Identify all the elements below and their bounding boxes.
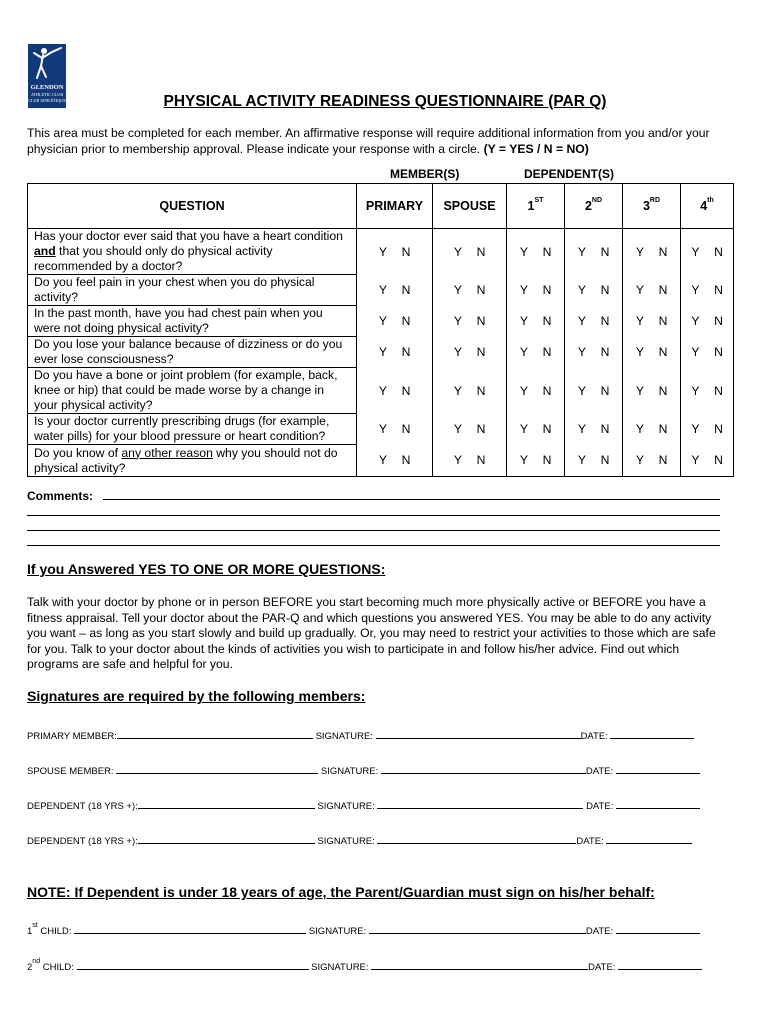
- yes-no-choice[interactable]: [357, 306, 433, 337]
- no-option[interactable]: N: [658, 345, 668, 359]
- table-row: [28, 229, 734, 275]
- child-2-name-field[interactable]: [77, 960, 309, 970]
- no-option[interactable]: N: [476, 383, 486, 398]
- spouse-signature-row: [27, 764, 727, 777]
- yes-option[interactable]: Y: [519, 453, 529, 468]
- comments-line-1[interactable]: [103, 499, 720, 500]
- comments-line-2[interactable]: [27, 515, 720, 516]
- no-option[interactable]: N: [658, 314, 668, 328]
- dependent-label: DEPENDENT (18 YRS +):: [27, 836, 138, 847]
- yes-no-choice[interactable]: [565, 414, 623, 445]
- no-option[interactable]: N: [600, 383, 610, 398]
- spouse-member-label: SPOUSE MEMBER:: [27, 766, 114, 777]
- yes-option[interactable]: Y: [635, 422, 645, 436]
- no-option[interactable]: N: [542, 244, 552, 259]
- dependents-group-label: DEPENDENT(S): [524, 167, 615, 181]
- question-2: Do you feel pain in your chest when you do physical activity?: [28, 275, 357, 306]
- question-1-text-b: that you should only do physical activity recommended by a doctor?: [34, 244, 273, 273]
- no-option[interactable]: N: [600, 422, 610, 436]
- yes-option[interactable]: Y: [453, 383, 463, 398]
- yes-option[interactable]: Y: [691, 422, 700, 436]
- no-option[interactable]: N: [476, 422, 486, 436]
- child-2-suffix: nd: [32, 958, 41, 965]
- yes-option[interactable]: Y: [691, 345, 700, 359]
- no-option[interactable]: N: [658, 383, 668, 398]
- no-option[interactable]: N: [401, 383, 411, 398]
- no-option[interactable]: N: [658, 453, 668, 468]
- question-7-emphasis: any other reason: [121, 445, 213, 460]
- no-option[interactable]: N: [401, 422, 411, 436]
- dependent-2-signature-row: [27, 834, 727, 847]
- comments-line-3[interactable]: [27, 530, 720, 531]
- spouse-member-name-field[interactable]: [116, 764, 318, 774]
- yes-no-choice[interactable]: [681, 445, 734, 477]
- no-option[interactable]: N: [714, 345, 723, 359]
- question-6: Is your doctor currently prescribing drugs (for example, water pills) for your blood pressure or heart condition?: [28, 414, 357, 445]
- yes-option[interactable]: Y: [691, 283, 700, 297]
- dependent-2-date-field[interactable]: [606, 834, 692, 844]
- no-option[interactable]: N: [600, 345, 610, 359]
- yes-paragraph: Talk with your doctor by phone or in person BEFORE you start becoming much more physically active or BEFORE you have a fitness appraisal. Tell your doctor about the PAR-Q and which questions you answered YES. You may be able to do any activity you want – as long as you start slowly and build up gradually. Or, you may need to restrict your activities to those which are safe for you. Talk to your doctor about the kinds of activities you wish to participate in and follow his/her advice. Find out which programs are safe and helpful for you.: [27, 595, 716, 671]
- no-option[interactable]: N: [658, 422, 668, 436]
- no-option[interactable]: N: [600, 453, 610, 468]
- no-option[interactable]: N: [714, 314, 723, 328]
- no-option[interactable]: N: [401, 283, 411, 297]
- yes-no-choice[interactable]: [357, 275, 433, 306]
- signature-label: SIGNATURE:: [317, 801, 375, 812]
- question-7-text-b: why you should not do physical activity?: [34, 445, 338, 475]
- yes-option[interactable]: Y: [453, 314, 463, 328]
- signature-label: SIGNATURE:: [317, 836, 375, 847]
- yes-no-choice[interactable]: [433, 229, 507, 275]
- yes-no-choice[interactable]: [433, 414, 507, 445]
- question-4: Do you lose your balance because of dizziness or do you ever lose consciousness?: [28, 337, 357, 368]
- comments-label: Comments:: [27, 489, 94, 503]
- no-option[interactable]: N: [714, 283, 723, 297]
- parq-table: [27, 183, 734, 477]
- child-2-signature-field[interactable]: [371, 960, 588, 970]
- dependent-2-number: 2: [584, 199, 592, 213]
- child-1-name-field[interactable]: [74, 924, 306, 934]
- table-header-row: [28, 184, 734, 229]
- no-option[interactable]: N: [476, 244, 486, 259]
- yes-option[interactable]: Y: [577, 345, 587, 359]
- child-1-label: [27, 922, 72, 937]
- dependent-1-number: 1: [527, 199, 535, 213]
- dependent-3-number: 3: [642, 199, 650, 213]
- no-option[interactable]: N: [542, 383, 552, 398]
- yes-no-choice[interactable]: [565, 337, 623, 368]
- no-option[interactable]: N: [542, 283, 552, 297]
- dependent-2-name-field[interactable]: [138, 834, 315, 844]
- logo-line-3: CLUB ATHLÉTIQUE: [28, 98, 66, 103]
- yes-option[interactable]: Y: [378, 383, 388, 398]
- question-3: In the past month, have you had chest pain when you were not doing physical activity?: [28, 306, 357, 337]
- child-2-signature-row: [27, 960, 727, 973]
- no-option[interactable]: N: [658, 244, 668, 259]
- yes-option[interactable]: Y: [635, 283, 645, 297]
- yes-no-choice[interactable]: [433, 445, 507, 477]
- signature-label: SIGNATURE:: [308, 926, 367, 937]
- question-7: [28, 445, 357, 477]
- child-2-text: CHILD:: [40, 962, 74, 973]
- no-option[interactable]: N: [658, 283, 668, 297]
- yes-no-choice[interactable]: [357, 368, 433, 414]
- no-option[interactable]: N: [600, 314, 610, 328]
- yes-option[interactable]: Y: [691, 453, 700, 468]
- yes-option[interactable]: Y: [577, 314, 587, 328]
- yes-option[interactable]: Y: [577, 422, 587, 436]
- dependent-1-name-field[interactable]: [138, 799, 315, 809]
- yes-option[interactable]: Y: [691, 244, 700, 259]
- table-row: [28, 368, 734, 414]
- yes-no-choice[interactable]: [507, 275, 565, 306]
- primary-date-field[interactable]: [610, 729, 694, 739]
- yes-option[interactable]: Y: [519, 314, 529, 328]
- child-1-date-field[interactable]: [616, 924, 700, 934]
- yes-heading: If you Answered YES TO ONE OR MORE QUESTIONS:: [27, 561, 386, 577]
- yes-no-choice[interactable]: [507, 229, 565, 275]
- spouse-header: SPOUSE: [433, 184, 507, 229]
- yes-no-choice[interactable]: [433, 368, 507, 414]
- signature-label: SIGNATURE:: [315, 731, 373, 742]
- yes-option[interactable]: Y: [453, 422, 463, 436]
- yes-option[interactable]: Y: [453, 244, 463, 259]
- yes-no-choice[interactable]: [565, 368, 623, 414]
- yes-no-choice[interactable]: [623, 368, 681, 414]
- yes-no-choice[interactable]: [623, 275, 681, 306]
- dependent-1-header: [507, 184, 565, 229]
- no-option[interactable]: N: [476, 314, 486, 328]
- yes-no-choice[interactable]: [565, 275, 623, 306]
- logo-line-1: GLENDON: [30, 84, 64, 91]
- yes-option[interactable]: Y: [635, 314, 645, 328]
- child-1-suffix: st: [32, 922, 38, 929]
- no-option[interactable]: N: [401, 314, 411, 328]
- yes-option[interactable]: Y: [378, 422, 388, 436]
- dependent-4-number: 4: [700, 199, 708, 213]
- no-option[interactable]: N: [600, 244, 610, 259]
- yes-no-choice[interactable]: [357, 414, 433, 445]
- no-option[interactable]: N: [542, 422, 552, 436]
- yes-option[interactable]: Y: [635, 383, 645, 398]
- yes-no-choice[interactable]: [357, 337, 433, 368]
- yes-no-choice[interactable]: [507, 445, 565, 477]
- yes-no-choice[interactable]: [565, 306, 623, 337]
- primary-member-name-field[interactable]: [117, 729, 313, 739]
- no-option[interactable]: N: [600, 283, 610, 297]
- yes-no-choice[interactable]: [357, 445, 433, 477]
- child-1-signature-row: [27, 924, 727, 937]
- dependent-1-date-field[interactable]: [616, 799, 700, 809]
- date-label: DATE:: [585, 926, 614, 937]
- yes-no-choice[interactable]: [507, 368, 565, 414]
- yes-option[interactable]: Y: [635, 345, 645, 359]
- yes-no-choice[interactable]: [357, 229, 433, 275]
- yes-no-choice[interactable]: [681, 337, 734, 368]
- comments-line-4[interactable]: [27, 545, 720, 546]
- table-row: [28, 275, 734, 306]
- question-7-text-a: Do you know of: [34, 445, 122, 460]
- yes-no-choice[interactable]: [433, 337, 507, 368]
- logo-line-2: ATHLETIC CLUB: [30, 92, 64, 97]
- child-2-number: 2: [27, 962, 33, 973]
- yes-option[interactable]: Y: [519, 422, 529, 436]
- date-label: DATE:: [588, 962, 616, 973]
- no-option[interactable]: N: [714, 422, 723, 436]
- question-1: [28, 229, 357, 275]
- date-label: DATE:: [585, 766, 614, 777]
- primary-member-label: PRIMARY MEMBER:: [27, 731, 117, 742]
- dependent-label: DEPENDENT (18 YRS +):: [27, 801, 138, 812]
- yes-option[interactable]: Y: [378, 453, 388, 468]
- note-heading: NOTE: If Dependent is under 18 years of age, the Parent/Guardian must sign on his/her behalf:: [27, 884, 655, 900]
- members-group-label: MEMBER(S): [390, 167, 460, 181]
- no-option[interactable]: N: [714, 383, 723, 398]
- yes-option[interactable]: Y: [577, 383, 587, 398]
- intro-text: [27, 125, 747, 157]
- yes-option[interactable]: Y: [691, 314, 700, 328]
- yes-no-choice[interactable]: [623, 337, 681, 368]
- signatures-heading: Signatures are required by the following members:: [27, 688, 366, 704]
- dependent-1-signature-field[interactable]: [377, 799, 583, 809]
- table-row: [28, 337, 734, 368]
- dependent-2-header: [565, 184, 623, 229]
- yes-option[interactable]: Y: [519, 383, 529, 398]
- table-row: [28, 306, 734, 337]
- no-option[interactable]: N: [476, 345, 486, 359]
- yes-no-choice[interactable]: [507, 306, 565, 337]
- yes-no-choice[interactable]: [681, 368, 734, 414]
- no-option[interactable]: N: [401, 244, 411, 259]
- yes-no-choice[interactable]: [507, 337, 565, 368]
- signature-label: SIGNATURE:: [320, 766, 379, 777]
- yes-no-choice[interactable]: [681, 275, 734, 306]
- no-option[interactable]: N: [401, 345, 411, 359]
- question-header: QUESTION: [28, 184, 357, 229]
- child-2-date-field[interactable]: [618, 960, 702, 970]
- no-option[interactable]: N: [714, 453, 723, 468]
- no-option[interactable]: N: [542, 345, 552, 359]
- yes-option[interactable]: Y: [378, 283, 388, 297]
- yes-option[interactable]: Y: [635, 244, 645, 259]
- dependent-2-suffix: ND: [591, 197, 603, 204]
- dependent-1-suffix: ST: [534, 197, 544, 204]
- yes-option[interactable]: Y: [577, 283, 587, 297]
- no-option[interactable]: N: [542, 453, 552, 468]
- yes-option[interactable]: Y: [378, 345, 388, 359]
- dependent-3-header: [623, 184, 681, 229]
- yes-no-choice[interactable]: [433, 275, 507, 306]
- yes-option[interactable]: Y: [577, 244, 587, 259]
- dependent-1-signature-row: [27, 799, 727, 812]
- yes-option[interactable]: Y: [453, 345, 463, 359]
- yes-option[interactable]: Y: [691, 383, 700, 398]
- table-row: [28, 445, 734, 477]
- yes-no-choice[interactable]: [565, 445, 623, 477]
- date-label: DATE:: [576, 836, 604, 847]
- spouse-date-field[interactable]: [616, 764, 700, 774]
- intro-legend: (Y = YES / N = NO): [483, 142, 589, 156]
- child-1-number: 1: [27, 926, 33, 937]
- no-option[interactable]: N: [542, 314, 552, 328]
- yes-no-choice[interactable]: [565, 229, 623, 275]
- no-option[interactable]: N: [401, 453, 411, 468]
- yes-option[interactable]: Y: [453, 283, 463, 297]
- child-1-signature-field[interactable]: [369, 924, 586, 934]
- yes-option[interactable]: Y: [519, 244, 529, 259]
- yes-option[interactable]: Y: [453, 453, 463, 468]
- no-option[interactable]: N: [476, 283, 486, 297]
- page-title: PHYSICAL ACTIVITY READINESS QUESTIONNAIRE (PAR Q): [163, 93, 607, 110]
- spouse-signature-field[interactable]: [381, 764, 586, 774]
- yes-no-choice[interactable]: [681, 229, 734, 275]
- yes-option[interactable]: Y: [635, 453, 645, 468]
- athlete-figure-icon: [28, 44, 66, 84]
- question-1-text-a: Has your doctor ever said that you have a heart condition: [34, 229, 343, 243]
- yes-no-choice[interactable]: [681, 414, 734, 445]
- dependent-3-suffix: RD: [649, 197, 661, 204]
- yes-no-choice[interactable]: [507, 414, 565, 445]
- intro-body: This area must be completed for each member. An affirmative response will require additional information from you and/or your physician prior to membership approval. Please indicate your response with a circle.: [27, 126, 710, 156]
- dependent-2-signature-field[interactable]: [377, 834, 576, 844]
- table-row: [28, 414, 734, 445]
- no-option[interactable]: N: [476, 453, 486, 468]
- yes-option[interactable]: Y: [519, 345, 529, 359]
- yes-no-choice[interactable]: [433, 306, 507, 337]
- yes-option[interactable]: Y: [378, 314, 388, 328]
- no-option[interactable]: N: [714, 244, 723, 259]
- date-label: DATE:: [580, 731, 608, 742]
- primary-signature-row: [27, 729, 727, 742]
- yes-no-choice[interactable]: [681, 306, 734, 337]
- yes-no-choice[interactable]: [623, 445, 681, 477]
- primary-header: PRIMARY: [357, 184, 433, 229]
- dependent-4-header: [681, 184, 734, 229]
- child-1-text: CHILD:: [37, 926, 72, 937]
- question-1-emphasis: and: [34, 244, 56, 258]
- question-5: Do you have a bone or joint problem (for example, back, knee or hip) that could be made worse by a change in your physical activity?: [28, 368, 357, 414]
- signature-label: SIGNATURE:: [311, 962, 369, 973]
- dependent-4-suffix: th: [707, 197, 714, 204]
- yes-option[interactable]: Y: [378, 244, 388, 259]
- yes-option[interactable]: Y: [577, 453, 587, 468]
- yes-no-choice[interactable]: [623, 414, 681, 445]
- yes-option[interactable]: Y: [519, 283, 529, 297]
- date-label: DATE:: [586, 801, 614, 812]
- yes-no-choice[interactable]: [623, 229, 681, 275]
- child-2-label: [27, 958, 74, 973]
- primary-signature-field[interactable]: [376, 729, 581, 739]
- yes-no-choice[interactable]: [623, 306, 681, 337]
